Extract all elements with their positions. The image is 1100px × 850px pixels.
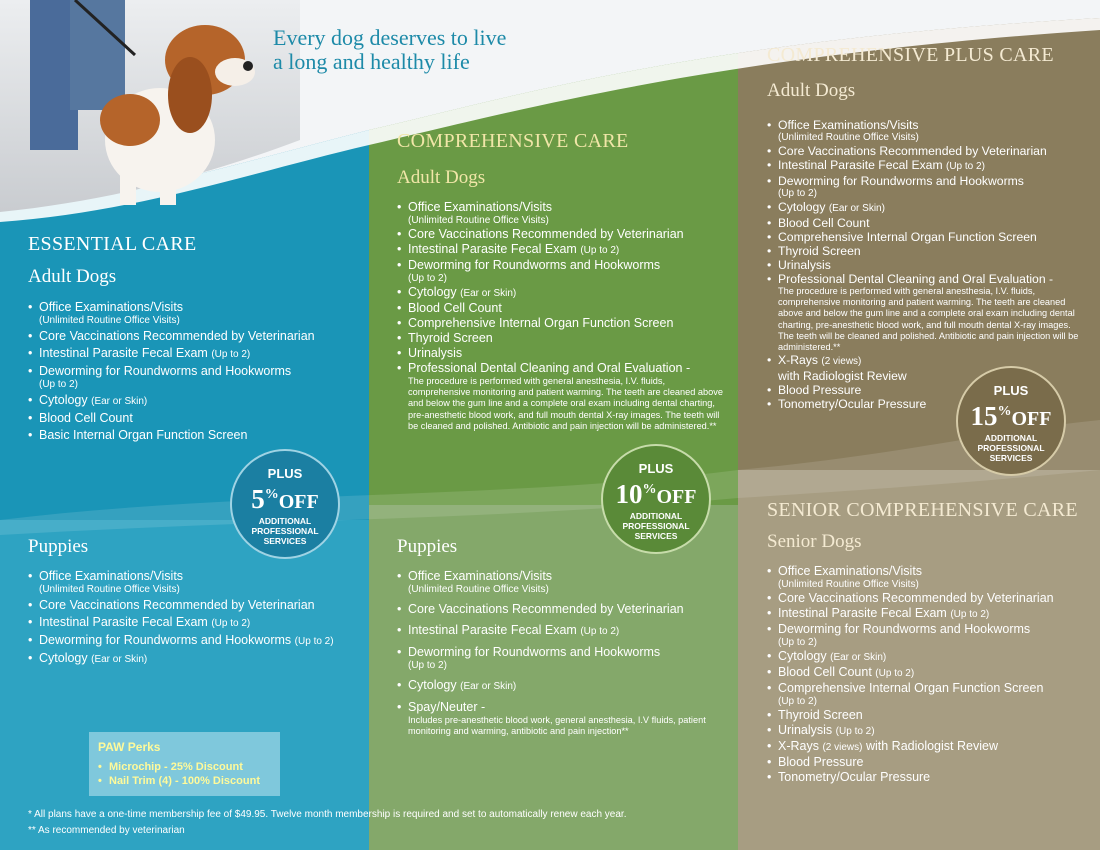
comprehensive-puppies-heading: Puppies <box>397 536 458 557</box>
list-item: • Professional Dental Cleaning and Oral Evaluation - The procedure is performed with general anesthesia, I.V. fluids, comprehensive monitoring and patient warming. The teeth are cleaned above and below the gum line and a complete oral exam including dental charting, pre-anesthetic blood work, and full mouth dental X-ray images. The teeth will be cleaned and polished. Antibiotic and pain injection will be administered.** <box>397 361 727 432</box>
list-item: • Blood Cell Count <box>767 216 1087 230</box>
essential-adult-heading: Adult Dogs <box>28 266 117 287</box>
list-item: • Office Examinations/Visits (Unlimited Routine Office Visits) <box>28 569 363 596</box>
list-item: • Intestinal Parasite Fecal Exam (Up to 2) <box>767 606 1087 622</box>
senior-dogs-heading: Senior Dogs <box>767 531 862 552</box>
essential-puppies-list <box>28 569 363 667</box>
essential-discount-badge: PLUS 5%OFF ADDITIONAL PROFESSIONAL SERVICES <box>230 449 340 559</box>
comprehensive-plus-adult-heading: Adult Dogs <box>767 80 856 101</box>
list-item: • Deworming for Roundworms and Hookworms (Up to 2) <box>767 622 1087 649</box>
comprehensive-adult-heading: Adult Dogs <box>397 167 486 188</box>
paw-perks-list <box>98 760 260 788</box>
list-item: • Office Examinations/Visits (Unlimited Routine Office Visits) <box>767 118 1087 144</box>
list-item: • Core Vaccinations Recommended by Veterinarian <box>28 329 363 344</box>
list-item: • Thyroid Screen <box>767 708 1087 723</box>
list-item: • Cytology (Ear or Skin) <box>397 285 727 301</box>
list-item: • X-Rays (2 views) with Radiologist Review <box>767 739 1087 755</box>
footnote-membership: * All plans have a one-time membership fee of $49.95. Twelve month membership is required and set to automatically renew each year. <box>28 809 627 820</box>
tagline: Every dog deserves to live a long and healthy life <box>273 25 507 74</box>
list-item: • Comprehensive Internal Organ Function Screen <box>767 230 1087 244</box>
list-item: • Intestinal Parasite Fecal Exam (Up to 2) <box>397 623 727 639</box>
list-item: • Deworming for Roundworms and Hookworms (Up to 2) <box>397 258 727 285</box>
list-item: • Intestinal Parasite Fecal Exam (Up to 2) <box>767 158 1087 174</box>
essential-adult-list <box>28 300 363 443</box>
list-item: • Intestinal Parasite Fecal Exam (Up to 2) <box>28 346 363 362</box>
essential-care-title: ESSENTIAL CARE <box>28 233 197 255</box>
list-item: • Cytology (Ear or Skin) <box>397 678 727 694</box>
list-item: • Blood Cell Count (Up to 2) <box>767 665 1087 681</box>
list-item: • Blood Pressure <box>767 383 1087 397</box>
list-item: • Microchip - 25% Discount <box>98 760 260 774</box>
list-item: • Blood Pressure <box>767 755 1087 770</box>
list-item: • X-Rays (2 views) with Radiologist Review <box>767 353 1087 383</box>
list-item: • Core Vaccinations Recommended by Veterinarian <box>397 602 727 617</box>
list-item: • Professional Dental Cleaning and Oral Evaluation - The procedure is performed with general anesthesia, I.V. fluids, comprehensive monitoring and patient warming. The teeth are cleaned above and below the gum line and a complete oral exam including dental charting, pre-anesthetic blood work, and full mouth dental X-ray images. The teeth will be cleaned and polished. Antibiotic and pain injection will be administered.** <box>767 272 1087 353</box>
paw-perks-box <box>89 732 280 796</box>
comprehensive-discount-badge: PLUS 10%OFF ADDITIONAL PROFESSIONAL SERVICES <box>601 444 711 554</box>
list-item: • Core Vaccinations Recommended by Veterinarian <box>767 144 1087 158</box>
list-item: • Core Vaccinations Recommended by Veterinarian <box>397 227 727 242</box>
comprehensive-plus-care-title: COMPREHENSIVE PLUS CARE <box>767 44 1054 66</box>
list-item: • Core Vaccinations Recommended by Veterinarian <box>767 591 1087 606</box>
comprehensive-plus-discount-badge: PLUS 15%OFF ADDITIONAL PROFESSIONAL SERVICES <box>956 366 1066 476</box>
list-item: • Nail Trim (4) - 100% Discount <box>98 774 260 788</box>
list-item: • Cytology (Ear or Skin) <box>28 651 363 667</box>
essential-puppies-heading: Puppies <box>28 536 89 557</box>
senior-list <box>767 564 1087 785</box>
list-item: • Deworming for Roundworms and Hookworms (Up to 2) <box>28 633 363 649</box>
list-item: • Office Examinations/Visits (Unlimited Routine Office Visits) <box>28 300 363 327</box>
list-item: • Intestinal Parasite Fecal Exam (Up to 2) <box>28 615 363 631</box>
list-item: • Tonometry/Ocular Pressure <box>767 770 1087 785</box>
dog-photo <box>0 0 300 215</box>
list-item: • Thyroid Screen <box>767 244 1087 258</box>
list-item: • Cytology (Ear or Skin) <box>28 393 363 409</box>
list-item: • Deworming for Roundworms and Hookworms (Up to 2) <box>767 174 1087 200</box>
list-item: • Basic Internal Organ Function Screen <box>28 428 363 443</box>
list-item: • Urinalysis (Up to 2) <box>767 723 1087 739</box>
list-item: • Office Examinations/Visits (Unlimited Routine Office Visits) <box>767 564 1087 591</box>
list-item: • Core Vaccinations Recommended by Veterinarian <box>28 598 363 613</box>
list-item: • Office Examinations/Visits (Unlimited Routine Office Visits) <box>397 569 727 596</box>
list-item: • Deworming for Roundworms and Hookworms (Up to 2) <box>397 645 727 672</box>
list-item: • Comprehensive Internal Organ Function Screen <box>397 316 727 331</box>
comprehensive-adult-list <box>397 200 727 432</box>
list-item: • Deworming for Roundworms and Hookworms (Up to 2) <box>28 364 363 391</box>
footnote-veterinarian: ** As recommended by veterinarian <box>28 825 185 836</box>
comprehensive-puppies-list <box>397 569 727 737</box>
list-item: • Tonometry/Ocular Pressure <box>767 397 1087 411</box>
senior-care-title: SENIOR COMPREHENSIVE CARE <box>767 499 1078 521</box>
list-item: • Cytology (Ear or Skin) <box>767 649 1087 665</box>
list-item: • Spay/Neuter - Includes pre-anesthetic blood work, general anesthesia, I.V fluids, patient monitoring and warming, antibiotic and pain injection** <box>397 700 727 737</box>
list-item: • Blood Cell Count <box>28 411 363 426</box>
list-item: • Cytology (Ear or Skin) <box>767 200 1087 216</box>
list-item: • Urinalysis <box>767 258 1087 272</box>
list-item: • Intestinal Parasite Fecal Exam (Up to 2) <box>397 242 727 258</box>
list-item: • Comprehensive Internal Organ Function Screen (Up to 2) <box>767 681 1087 708</box>
list-item: • Urinalysis <box>397 346 727 361</box>
list-item: • Blood Cell Count <box>397 301 727 316</box>
comprehensive-care-title: COMPREHENSIVE CARE <box>397 130 629 152</box>
comprehensive-plus-adult-list <box>767 118 1087 411</box>
list-item: • Thyroid Screen <box>397 331 727 346</box>
list-item: • Office Examinations/Visits (Unlimited Routine Office Visits) <box>397 200 727 227</box>
paw-perks-title: PAW Perks <box>98 740 161 754</box>
